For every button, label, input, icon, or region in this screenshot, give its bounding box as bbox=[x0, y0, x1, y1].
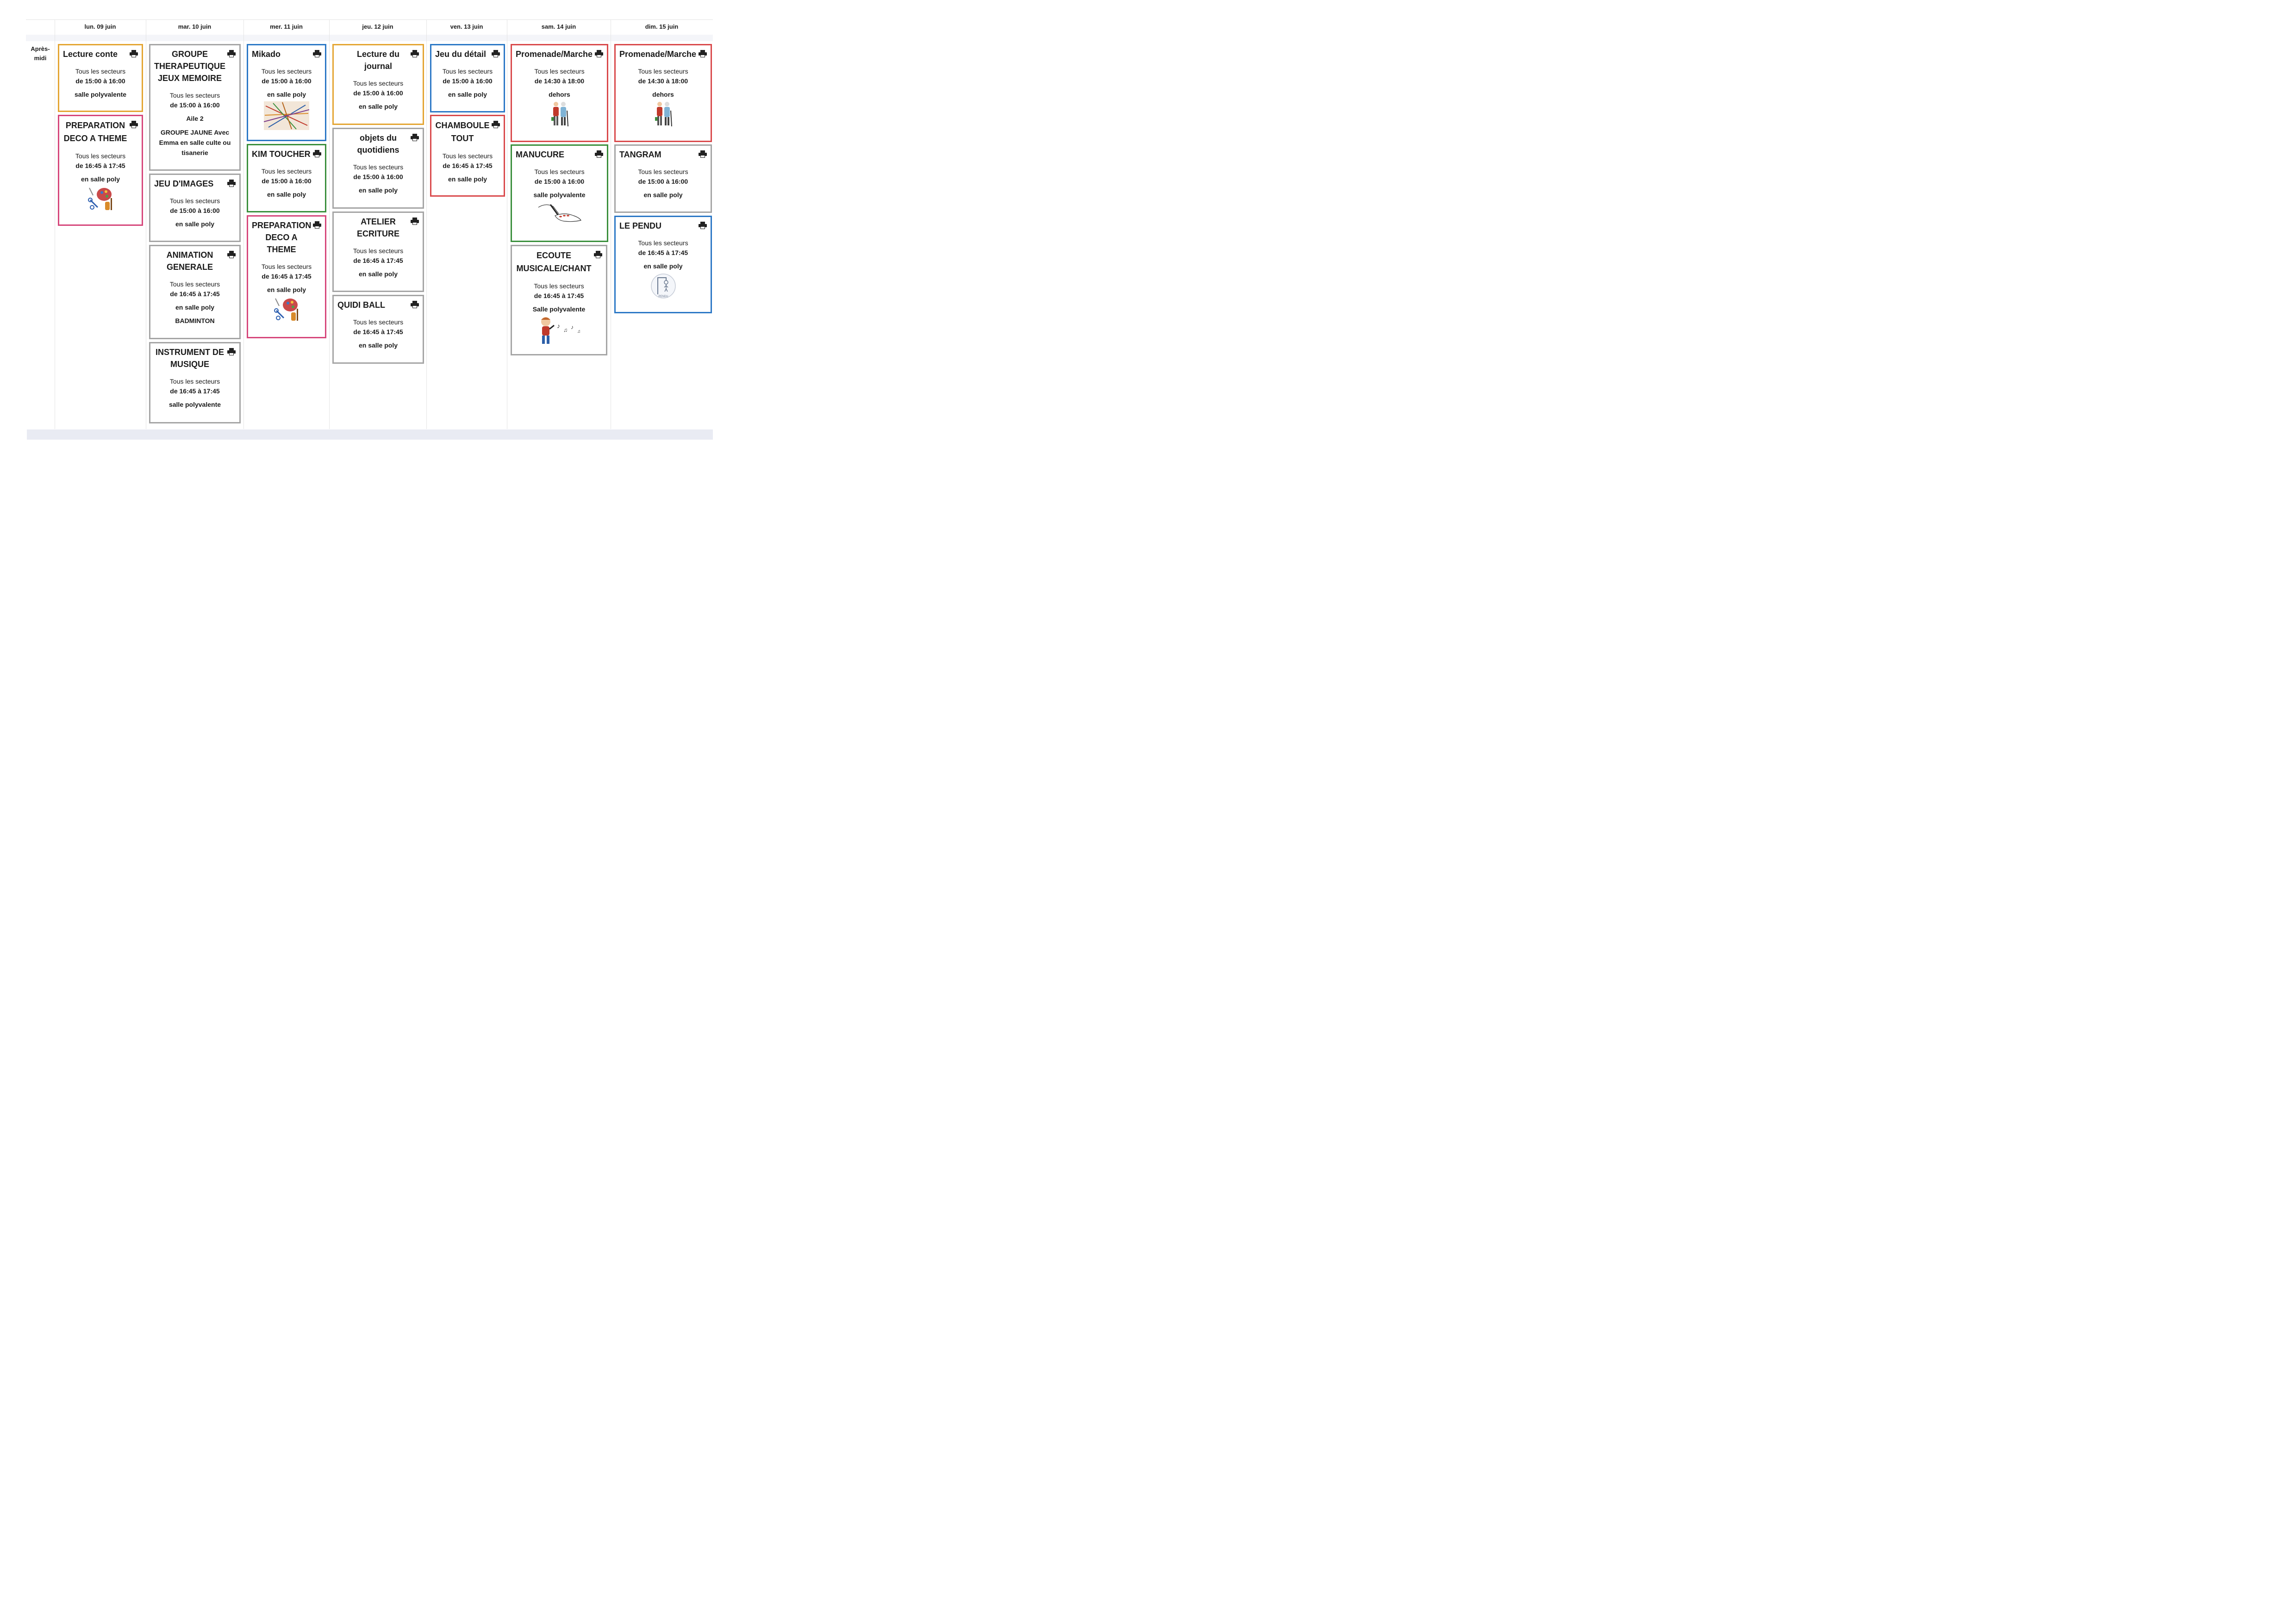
activity-time: de 15:00 à 16:00 bbox=[170, 101, 220, 109]
activity-place: en salle poly bbox=[643, 191, 683, 199]
printer-icon[interactable] bbox=[227, 251, 236, 258]
activity-card[interactable] bbox=[149, 44, 241, 171]
activity-place: salle polyvalente bbox=[74, 91, 127, 98]
activity-title: ECOUTE MUSICALE/CHANT bbox=[516, 251, 592, 273]
activity-sectors: Tous les secteurs bbox=[75, 152, 126, 160]
printer-icon[interactable] bbox=[595, 50, 603, 57]
day-header-dim: dim. 15 juin bbox=[645, 23, 679, 30]
activity-title: ANIMATION GENERALE bbox=[166, 250, 213, 272]
activity-time: de 16:45 à 17:45 bbox=[353, 257, 403, 264]
activity-card[interactable] bbox=[511, 44, 608, 142]
activity-place: en salle poly bbox=[358, 342, 398, 349]
activity-sectors: Tous les secteurs bbox=[638, 68, 688, 75]
activity-title: LE PENDU bbox=[619, 221, 662, 230]
activity-place: en salle poly bbox=[358, 270, 398, 278]
activity-title: Promenade/Marche bbox=[516, 50, 593, 59]
header-band bbox=[26, 35, 713, 41]
svg-text:♪: ♪ bbox=[570, 324, 574, 330]
activity-title: GROUPE THERAPEUTIQUE JEUX MEMOIRE bbox=[154, 50, 226, 83]
activity-place: Aile 2 bbox=[186, 115, 204, 122]
activity-sectors: Tous les secteurs bbox=[353, 163, 404, 171]
printer-icon[interactable] bbox=[411, 301, 419, 308]
activity-sectors: Tous les secteurs bbox=[169, 197, 220, 205]
activity-card[interactable] bbox=[332, 211, 424, 292]
printer-icon[interactable] bbox=[594, 251, 602, 258]
activity-sectors: Tous les secteurs bbox=[353, 318, 404, 326]
nail-polish-hand-icon bbox=[537, 202, 583, 224]
activity-time: de 16:45 à 17:45 bbox=[638, 249, 688, 256]
svg-text:♫: ♫ bbox=[577, 329, 580, 334]
activity-sectors: Tous les secteurs bbox=[169, 280, 220, 288]
art-supplies-icon bbox=[273, 297, 300, 323]
printer-icon[interactable] bbox=[595, 150, 603, 158]
activity-sectors: Tous les secteurs bbox=[638, 168, 688, 175]
activity-sectors: Tous les secteurs bbox=[534, 68, 585, 75]
activity-place: salle polyvalente bbox=[533, 191, 586, 199]
activity-place: en salle poly bbox=[81, 175, 120, 183]
footer-band bbox=[27, 429, 713, 440]
day-header-sam: sam. 14 juin bbox=[541, 23, 576, 30]
day-header-mer: mer. 11 juin bbox=[270, 23, 303, 30]
activity-place: en salle poly bbox=[267, 286, 306, 293]
hangman-label: PENDU bbox=[658, 295, 668, 298]
activity-sectors: Tous les secteurs bbox=[169, 92, 220, 99]
activity-time: de 15:00 à 16:00 bbox=[353, 173, 403, 180]
activity-card[interactable] bbox=[614, 144, 712, 213]
printer-icon[interactable] bbox=[227, 180, 236, 187]
printer-icon[interactable] bbox=[411, 50, 419, 57]
activity-time: de 16:45 à 17:45 bbox=[443, 162, 493, 169]
activity-sectors: Tous les secteurs bbox=[638, 239, 688, 247]
activity-card[interactable] bbox=[332, 44, 424, 125]
activity-place: salle polyvalente bbox=[168, 401, 221, 408]
activity-time: de 16:45 à 17:45 bbox=[75, 162, 125, 169]
activity-time: de 15:00 à 16:00 bbox=[443, 77, 493, 85]
activity-time: de 16:45 à 17:45 bbox=[170, 387, 220, 395]
activity-card[interactable] bbox=[247, 215, 326, 338]
activity-sectors: Tous les secteurs bbox=[442, 68, 493, 75]
activity-sectors: Tous les secteurs bbox=[353, 80, 404, 87]
activity-title: KIM TOUCHER bbox=[252, 149, 311, 159]
activity-sectors: Tous les secteurs bbox=[353, 247, 404, 255]
hangman-game-icon bbox=[650, 273, 676, 301]
activity-time: de 15:00 à 16:00 bbox=[262, 177, 312, 185]
activity-card[interactable] bbox=[614, 44, 712, 142]
activity-title: PREPARATION DECO A THEME bbox=[63, 121, 127, 143]
activity-title: Lecture conte bbox=[63, 50, 118, 59]
activity-card[interactable] bbox=[58, 115, 143, 226]
art-supplies-icon bbox=[87, 186, 114, 212]
walking-couple-icon bbox=[654, 101, 673, 127]
activity-title: PREPARATION DECO A THEME bbox=[252, 221, 312, 254]
activity-card[interactable] bbox=[149, 174, 241, 242]
activity-time: de 14:30 à 18:00 bbox=[638, 77, 688, 85]
time-slot-label: Après-midi bbox=[31, 45, 50, 62]
activity-place: en salle poly bbox=[358, 103, 398, 110]
activity-time: de 15:00 à 16:00 bbox=[75, 77, 125, 85]
activity-time: de 15:00 à 16:00 bbox=[170, 207, 220, 214]
activity-time: de 16:45 à 17:45 bbox=[353, 328, 403, 336]
activity-sectors: Tous les secteurs bbox=[261, 263, 312, 270]
printer-icon[interactable] bbox=[699, 50, 707, 57]
printer-icon[interactable] bbox=[699, 150, 707, 158]
printer-icon[interactable] bbox=[130, 121, 138, 128]
day-header-jeu: jeu. 12 juin bbox=[362, 23, 393, 30]
activity-title: Promenade/Marche bbox=[619, 50, 697, 59]
activity-card[interactable] bbox=[511, 245, 607, 355]
activity-place: en salle poly bbox=[358, 187, 398, 194]
printer-icon[interactable] bbox=[492, 121, 500, 128]
activity-card[interactable] bbox=[247, 44, 326, 141]
activity-card[interactable] bbox=[430, 115, 505, 197]
activity-place: en salle poly bbox=[643, 262, 683, 270]
activity-sectors: Tous les secteurs bbox=[261, 68, 312, 75]
activity-title: QUIDI BALL bbox=[337, 300, 385, 310]
column-divider bbox=[426, 19, 427, 429]
activity-title: MANUCURE bbox=[516, 150, 564, 159]
activity-card[interactable] bbox=[247, 144, 326, 212]
mikado-sticks-icon bbox=[264, 101, 309, 130]
activity-place: Salle polyvalente bbox=[532, 305, 586, 313]
day-header-lun: lun. 09 juin bbox=[84, 23, 116, 30]
activity-sectors: Tous les secteurs bbox=[534, 168, 585, 175]
activity-sectors: Tous les secteurs bbox=[75, 68, 126, 75]
printer-icon[interactable] bbox=[313, 50, 321, 57]
day-header-mar: mar. 10 juin bbox=[178, 23, 212, 30]
activity-place: en salle poly bbox=[175, 304, 215, 311]
activity-title: CHAMBOULE TOUT bbox=[435, 121, 490, 143]
walking-couple-icon bbox=[550, 101, 569, 127]
column-divider bbox=[243, 19, 244, 429]
activity-title: objets du quotidiens bbox=[357, 133, 399, 155]
activity-time: de 15:00 à 16:00 bbox=[638, 178, 688, 185]
activity-place: dehors bbox=[652, 91, 674, 98]
singing-boy-icon bbox=[534, 316, 585, 346]
activity-title: INSTRUMENT DE MUSIQUE bbox=[156, 348, 224, 369]
activity-place: en salle poly bbox=[448, 91, 487, 98]
activity-title: JEU D'IMAGES bbox=[154, 179, 214, 188]
activity-card[interactable] bbox=[149, 342, 241, 423]
printer-icon[interactable] bbox=[492, 50, 500, 57]
printer-icon[interactable] bbox=[227, 50, 236, 57]
activity-sectors: Tous les secteurs bbox=[534, 282, 584, 290]
activity-card[interactable] bbox=[332, 128, 424, 209]
printer-icon[interactable] bbox=[411, 218, 419, 225]
activity-title: ATELIER ECRITURE bbox=[356, 217, 399, 238]
activity-time: de 15:00 à 16:00 bbox=[534, 178, 585, 185]
svg-text:♪: ♪ bbox=[556, 322, 560, 330]
activity-time: de 15:00 à 16:00 bbox=[262, 77, 312, 85]
activity-card[interactable] bbox=[511, 144, 608, 242]
activity-place: en salle poly bbox=[448, 175, 487, 183]
activity-time: de 14:30 à 18:00 bbox=[534, 77, 585, 85]
activity-time: de 16:45 à 17:45 bbox=[170, 290, 220, 298]
activity-place: en salle poly bbox=[267, 191, 306, 198]
activity-time: de 15:00 à 16:00 bbox=[353, 89, 403, 97]
printer-icon[interactable] bbox=[313, 150, 321, 157]
activity-sectors: Tous les secteurs bbox=[442, 152, 493, 160]
activity-time: de 16:45 à 17:45 bbox=[262, 273, 312, 280]
activity-card[interactable] bbox=[430, 44, 505, 112]
activity-card[interactable] bbox=[58, 44, 143, 112]
activity-note: GROUPE JAUNE Avec Emma en salle culte ou tisanerie bbox=[159, 129, 231, 156]
activity-card[interactable] bbox=[614, 216, 712, 313]
printer-icon[interactable] bbox=[227, 348, 236, 355]
activity-time: de 16:45 à 17:45 bbox=[534, 292, 584, 299]
activity-sectors: Tous les secteurs bbox=[261, 168, 312, 175]
printer-icon[interactable] bbox=[411, 134, 419, 141]
activity-note: BADMINTON bbox=[175, 317, 215, 324]
printer-icon[interactable] bbox=[699, 222, 707, 229]
activity-title: Jeu du détail bbox=[435, 50, 487, 59]
activity-place: en salle poly bbox=[175, 220, 215, 228]
printer-icon[interactable] bbox=[130, 50, 138, 57]
activity-title: TANGRAM bbox=[619, 150, 661, 159]
activity-card[interactable] bbox=[332, 295, 424, 364]
printer-icon[interactable] bbox=[313, 221, 321, 229]
svg-text:♫: ♫ bbox=[563, 327, 568, 333]
activity-card[interactable] bbox=[149, 245, 241, 339]
activity-sectors: Tous les secteurs bbox=[169, 378, 220, 385]
activity-place: en salle poly bbox=[267, 91, 306, 98]
column-divider bbox=[329, 19, 330, 429]
activity-title: Lecture du journal bbox=[356, 50, 399, 71]
day-header-ven: ven. 13 juin bbox=[450, 23, 483, 30]
activity-place: dehors bbox=[549, 91, 570, 98]
activity-title: Mikado bbox=[252, 50, 281, 59]
